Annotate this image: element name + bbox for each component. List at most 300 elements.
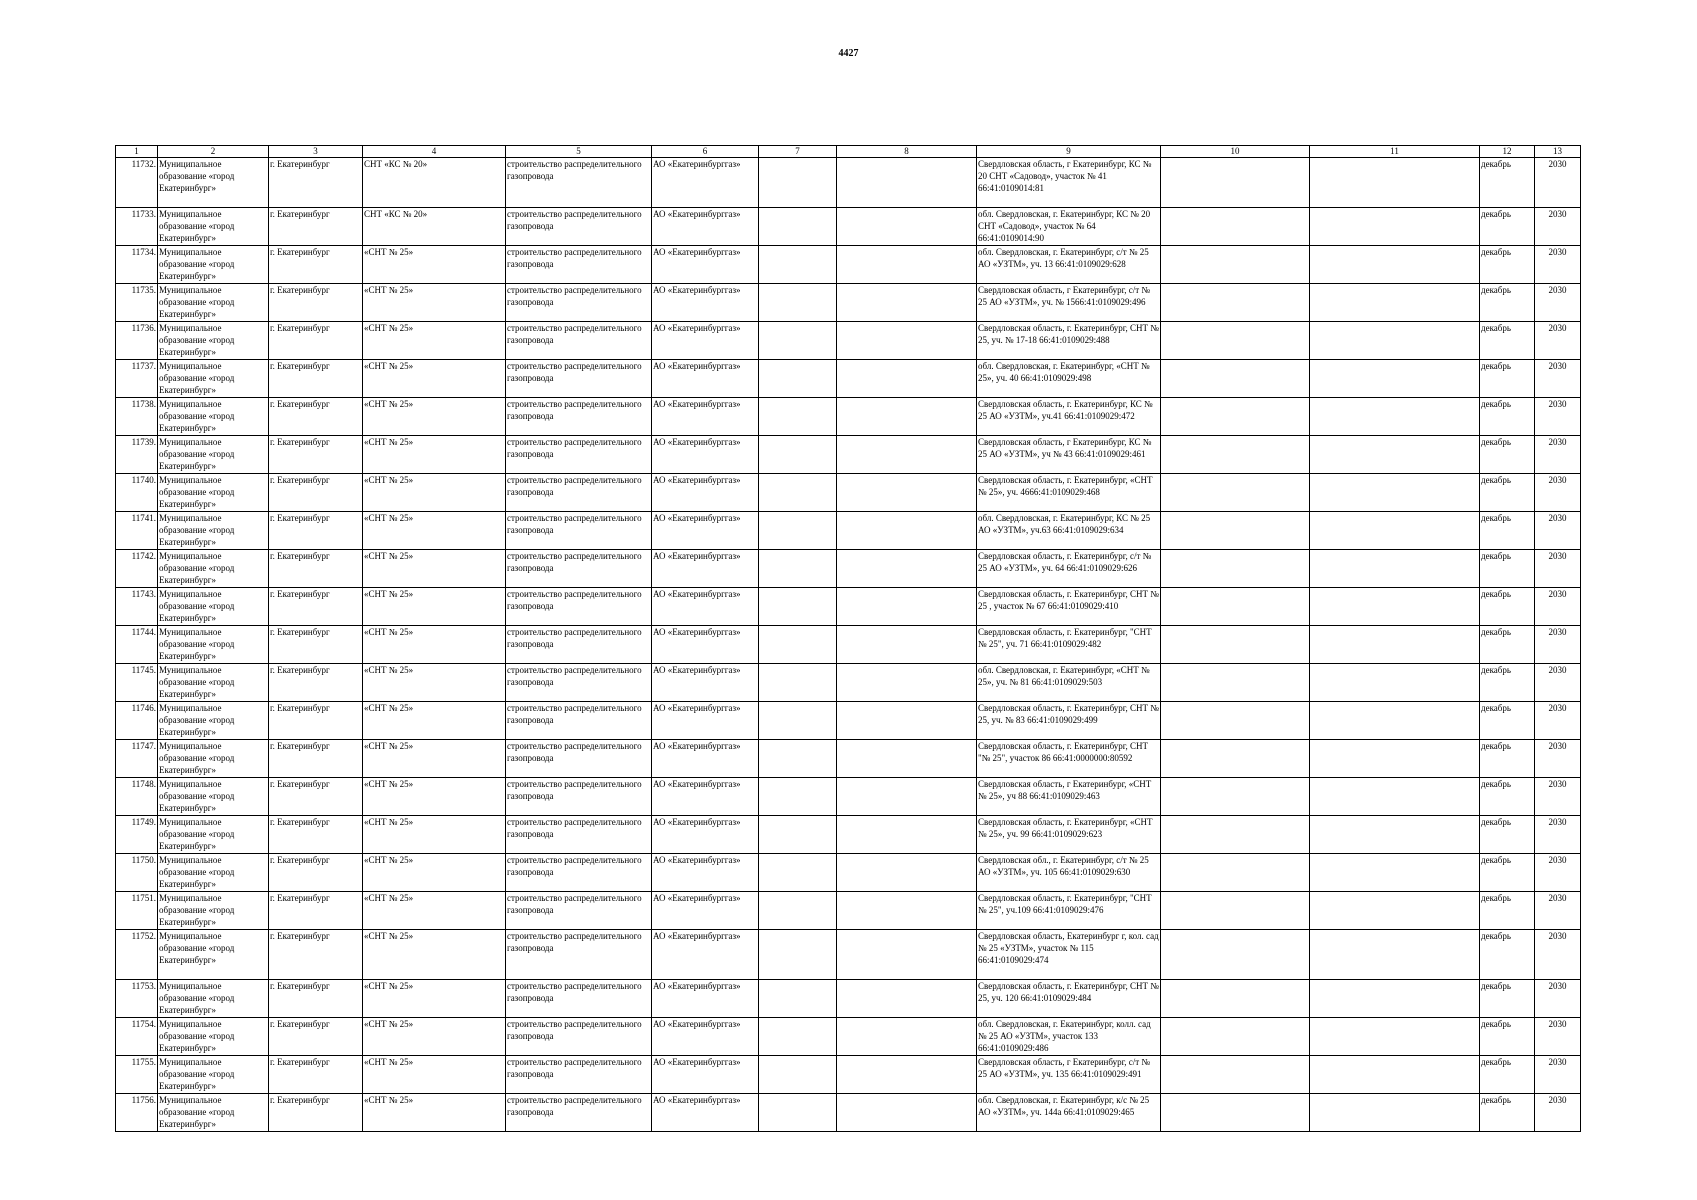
col10-cell	[1161, 512, 1310, 550]
city-cell: г. Екатеринбург	[269, 740, 363, 778]
year-cell: 2030	[1535, 512, 1581, 550]
city-cell: г. Екатеринбург	[269, 702, 363, 740]
col11-cell	[1310, 246, 1480, 284]
city-cell: г. Екатеринбург	[269, 474, 363, 512]
table-row	[116, 892, 1581, 930]
month-cell: декабрь	[1480, 930, 1535, 980]
address-cell: обл. Свердловская, г. Екатеринбург, «СНТ № 25», уч. № 81 66:41:0109029:503	[977, 664, 1161, 702]
col10-cell	[1161, 930, 1310, 980]
col10-cell	[1161, 398, 1310, 436]
col8-cell	[837, 816, 977, 854]
table-row	[116, 474, 1581, 512]
column-number-9: 9	[977, 146, 1161, 158]
month-cell: декабрь	[1480, 892, 1535, 930]
address-cell: Свердловская область, г. Екатеринбург, с/т № 25 АО «УЗТМ», уч. 64 66:41:0109029:626	[977, 550, 1161, 588]
address-cell: обл. Свердловская, г. Екатеринбург, «СНТ № 25», уч. 40 66:41:0109029:498	[977, 360, 1161, 398]
col11-cell	[1310, 664, 1480, 702]
col8-cell	[837, 778, 977, 816]
col8-cell	[837, 626, 977, 664]
row-number: 11737.	[116, 360, 158, 398]
municipality-cell: Муниципальное образование «город Екатеринбург»	[158, 284, 269, 322]
table-row	[116, 588, 1581, 626]
month-cell: декабрь	[1480, 512, 1535, 550]
address-cell: обл. Свердловская, г. Екатеринбург, к/с № 25 АО «УЗТМ», уч. 144а 66:41:0109029:465	[977, 1094, 1161, 1132]
row-number: 11751.	[116, 892, 158, 930]
column-number-8: 8	[837, 146, 977, 158]
snt-cell: «СНТ № 25»	[363, 778, 506, 816]
city-cell: г. Екатеринбург	[269, 930, 363, 980]
col7-cell	[759, 1056, 837, 1094]
organization-cell: АО «Екатеринбурггаз»	[652, 1094, 759, 1132]
table-row	[116, 512, 1581, 550]
row-number: 11735.	[116, 284, 158, 322]
col10-cell	[1161, 208, 1310, 246]
col11-cell	[1310, 322, 1480, 360]
month-cell: декабрь	[1480, 1018, 1535, 1056]
col11-cell	[1310, 1018, 1480, 1056]
municipality-cell: Муниципальное образование «город Екатеринбург»	[158, 1056, 269, 1094]
city-cell: г. Екатеринбург	[269, 360, 363, 398]
city-cell: г. Екатеринбург	[269, 854, 363, 892]
col11-cell	[1310, 284, 1480, 322]
municipality-cell: Муниципальное образование «город Екатеринбург»	[158, 474, 269, 512]
col7-cell	[759, 158, 837, 208]
organization-cell: АО «Екатеринбурггаз»	[652, 284, 759, 322]
month-cell: декабрь	[1480, 246, 1535, 284]
col8-cell	[837, 1056, 977, 1094]
address-cell: Свердловская область, г. Екатеринбург, "СНТ № 25", уч. 71 66:41:0109029:482	[977, 626, 1161, 664]
municipality-cell: Муниципальное образование «город Екатеринбург»	[158, 702, 269, 740]
column-number-2: 2	[158, 146, 269, 158]
col7-cell	[759, 588, 837, 626]
col7-cell	[759, 854, 837, 892]
column-number-10: 10	[1161, 146, 1310, 158]
col10-cell	[1161, 1056, 1310, 1094]
work-type-cell: строительство распределительного газопровода	[506, 588, 652, 626]
col7-cell	[759, 1018, 837, 1056]
col11-cell	[1310, 512, 1480, 550]
municipality-cell: Муниципальное образование «город Екатеринбург»	[158, 980, 269, 1018]
city-cell: г. Екатеринбург	[269, 512, 363, 550]
col7-cell	[759, 626, 837, 664]
address-cell: обл. Свердловская, г. Екатеринбург, КС № 20 СНТ «Садовод», участок № 64 66:41:0109014:90	[977, 208, 1161, 246]
col10-cell	[1161, 550, 1310, 588]
year-cell: 2030	[1535, 398, 1581, 436]
year-cell: 2030	[1535, 436, 1581, 474]
table-row	[116, 322, 1581, 360]
municipality-cell: Муниципальное образование «город Екатеринбург»	[158, 512, 269, 550]
table-row	[116, 398, 1581, 436]
col7-cell	[759, 740, 837, 778]
col11-cell	[1310, 436, 1480, 474]
year-cell: 2030	[1535, 778, 1581, 816]
snt-cell: «СНТ № 25»	[363, 1018, 506, 1056]
col10-cell	[1161, 246, 1310, 284]
municipality-cell: Муниципальное образование «город Екатеринбург»	[158, 740, 269, 778]
table-row	[116, 1094, 1581, 1132]
table-row	[116, 854, 1581, 892]
municipality-cell: Муниципальное образование «город Екатеринбург»	[158, 930, 269, 980]
snt-cell: СНТ «КС № 20»	[363, 158, 506, 208]
col8-cell	[837, 246, 977, 284]
organization-cell: АО «Екатеринбурггаз»	[652, 778, 759, 816]
organization-cell: АО «Екатеринбурггаз»	[652, 702, 759, 740]
col10-cell	[1161, 702, 1310, 740]
snt-cell: «СНТ № 25»	[363, 398, 506, 436]
table-row	[116, 1056, 1581, 1094]
table-row	[116, 626, 1581, 664]
month-cell: декабрь	[1480, 740, 1535, 778]
col10-cell	[1161, 360, 1310, 398]
col8-cell	[837, 322, 977, 360]
table-row	[116, 740, 1581, 778]
col7-cell	[759, 208, 837, 246]
year-cell: 2030	[1535, 550, 1581, 588]
organization-cell: АО «Екатеринбурггаз»	[652, 816, 759, 854]
col8-cell	[837, 398, 977, 436]
col8-cell	[837, 740, 977, 778]
year-cell: 2030	[1535, 702, 1581, 740]
col7-cell	[759, 512, 837, 550]
year-cell: 2030	[1535, 284, 1581, 322]
col11-cell	[1310, 892, 1480, 930]
municipality-cell: Муниципальное образование «город Екатеринбург»	[158, 892, 269, 930]
month-cell: декабрь	[1480, 588, 1535, 626]
municipality-cell: Муниципальное образование «город Екатеринбург»	[158, 360, 269, 398]
address-cell: Свердловская область, г Екатеринбург, КС № 20 СНТ «Садовод», участок № 41 66:41:0109014:81	[977, 158, 1161, 208]
year-cell: 2030	[1535, 474, 1581, 512]
organization-cell: АО «Екатеринбурггаз»	[652, 512, 759, 550]
col7-cell	[759, 322, 837, 360]
work-type-cell: строительство распределительного газопровода	[506, 702, 652, 740]
table-row	[116, 284, 1581, 322]
year-cell: 2030	[1535, 360, 1581, 398]
col10-cell	[1161, 588, 1310, 626]
year-cell: 2030	[1535, 980, 1581, 1018]
address-cell: Свердловская область, г. Екатеринбург, "СНТ № 25", уч.109 66:41:0109029:476	[977, 892, 1161, 930]
table-row	[116, 664, 1581, 702]
year-cell: 2030	[1535, 208, 1581, 246]
row-number: 11732.	[116, 158, 158, 208]
col8-cell	[837, 702, 977, 740]
col10-cell	[1161, 322, 1310, 360]
col11-cell	[1310, 816, 1480, 854]
year-cell: 2030	[1535, 626, 1581, 664]
snt-cell: «СНТ № 25»	[363, 360, 506, 398]
organization-cell: АО «Екатеринбурггаз»	[652, 208, 759, 246]
city-cell: г. Екатеринбург	[269, 208, 363, 246]
work-type-cell: строительство распределительного газопровода	[506, 360, 652, 398]
col7-cell	[759, 778, 837, 816]
snt-cell: «СНТ № 25»	[363, 892, 506, 930]
municipality-cell: Муниципальное образование «город Екатеринбург»	[158, 816, 269, 854]
column-number-6: 6	[652, 146, 759, 158]
row-number: 11752.	[116, 930, 158, 980]
work-type-cell: строительство распределительного газопровода	[506, 816, 652, 854]
col11-cell	[1310, 778, 1480, 816]
column-number-11: 11	[1310, 146, 1480, 158]
row-number: 11740.	[116, 474, 158, 512]
snt-cell: СНТ «КС № 20»	[363, 208, 506, 246]
column-number-12: 12	[1480, 146, 1535, 158]
municipality-cell: Муниципальное образование «город Екатеринбург»	[158, 1094, 269, 1132]
month-cell: декабрь	[1480, 322, 1535, 360]
column-number-13: 13	[1535, 146, 1581, 158]
year-cell: 2030	[1535, 740, 1581, 778]
column-number-1: 1	[116, 146, 158, 158]
work-type-cell: строительство распределительного газопровода	[506, 474, 652, 512]
city-cell: г. Екатеринбург	[269, 980, 363, 1018]
col11-cell	[1310, 1094, 1480, 1132]
work-type-cell: строительство распределительного газопровода	[506, 778, 652, 816]
row-number: 11733.	[116, 208, 158, 246]
snt-cell: «СНТ № 25»	[363, 550, 506, 588]
address-cell: Свердловская область, г. Екатеринбург, «СНТ № 25», уч. 99 66:41:0109029:623	[977, 816, 1161, 854]
work-type-cell: строительство распределительного газопровода	[506, 1018, 652, 1056]
organization-cell: АО «Екатеринбурггаз»	[652, 436, 759, 474]
row-number: 11743.	[116, 588, 158, 626]
work-type-cell: строительство распределительного газопровода	[506, 930, 652, 980]
year-cell: 2030	[1535, 588, 1581, 626]
work-type-cell: строительство распределительного газопровода	[506, 664, 652, 702]
snt-cell: «СНТ № 25»	[363, 436, 506, 474]
col8-cell	[837, 588, 977, 626]
col11-cell	[1310, 740, 1480, 778]
col11-cell	[1310, 854, 1480, 892]
table-row	[116, 980, 1581, 1018]
year-cell: 2030	[1535, 1056, 1581, 1094]
col10-cell	[1161, 474, 1310, 512]
column-number-5: 5	[506, 146, 652, 158]
work-type-cell: строительство распределительного газопровода	[506, 1056, 652, 1094]
col11-cell	[1310, 398, 1480, 436]
work-type-cell: строительство распределительного газопровода	[506, 208, 652, 246]
row-number: 11746.	[116, 702, 158, 740]
organization-cell: АО «Екатеринбурггаз»	[652, 1018, 759, 1056]
column-number-row	[116, 146, 1581, 158]
col11-cell	[1310, 930, 1480, 980]
col10-cell	[1161, 664, 1310, 702]
municipality-cell: Муниципальное образование «город Екатеринбург»	[158, 550, 269, 588]
city-cell: г. Екатеринбург	[269, 626, 363, 664]
col10-cell	[1161, 284, 1310, 322]
col11-cell	[1310, 474, 1480, 512]
address-cell: Свердловская область, г. Екатеринбург, СНТ "№ 25", участок 86 66:41:0000000:80592	[977, 740, 1161, 778]
row-number: 11738.	[116, 398, 158, 436]
city-cell: г. Екатеринбург	[269, 322, 363, 360]
work-type-cell: строительство распределительного газопровода	[506, 1094, 652, 1132]
year-cell: 2030	[1535, 322, 1581, 360]
month-cell: декабрь	[1480, 360, 1535, 398]
organization-cell: АО «Екатеринбурггаз»	[652, 550, 759, 588]
city-cell: г. Екатеринбург	[269, 398, 363, 436]
organization-cell: АО «Екатеринбурггаз»	[652, 588, 759, 626]
month-cell: декабрь	[1480, 664, 1535, 702]
year-cell: 2030	[1535, 1094, 1581, 1132]
snt-cell: «СНТ № 25»	[363, 512, 506, 550]
city-cell: г. Екатеринбург	[269, 246, 363, 284]
snt-cell: «СНТ № 25»	[363, 588, 506, 626]
organization-cell: АО «Екатеринбурггаз»	[652, 930, 759, 980]
month-cell: декабрь	[1480, 1094, 1535, 1132]
row-number: 11750.	[116, 854, 158, 892]
column-number-4: 4	[363, 146, 506, 158]
col7-cell	[759, 360, 837, 398]
table-row	[116, 158, 1581, 208]
col7-cell	[759, 816, 837, 854]
col10-cell	[1161, 778, 1310, 816]
row-number: 11756.	[116, 1094, 158, 1132]
data-table	[115, 145, 1581, 1132]
col8-cell	[837, 360, 977, 398]
row-number: 11744.	[116, 626, 158, 664]
work-type-cell: строительство распределительного газопровода	[506, 550, 652, 588]
address-cell: Свердловская область, г Екатеринбург, «СНТ № 25», уч 88 66:41:0109029:463	[977, 778, 1161, 816]
work-type-cell: строительство распределительного газопровода	[506, 512, 652, 550]
row-number: 11754.	[116, 1018, 158, 1056]
snt-cell: «СНТ № 25»	[363, 1094, 506, 1132]
row-number: 11748.	[116, 778, 158, 816]
row-number: 11734.	[116, 246, 158, 284]
col11-cell	[1310, 626, 1480, 664]
col7-cell	[759, 550, 837, 588]
work-type-cell: строительство распределительного газопровода	[506, 854, 652, 892]
col7-cell	[759, 1094, 837, 1132]
organization-cell: АО «Екатеринбурггаз»	[652, 892, 759, 930]
address-cell: Свердловская обл., г. Екатеринбург, с/т № 25 АО «УЗТМ», уч. 105 66:41:0109029:630	[977, 854, 1161, 892]
organization-cell: АО «Екатеринбурггаз»	[652, 740, 759, 778]
col7-cell	[759, 246, 837, 284]
month-cell: декабрь	[1480, 778, 1535, 816]
year-cell: 2030	[1535, 664, 1581, 702]
col10-cell	[1161, 980, 1310, 1018]
col8-cell	[837, 664, 977, 702]
year-cell: 2030	[1535, 854, 1581, 892]
address-cell: обл. Свердловская, г. Екатеринбург, колл. сад № 25 АО «УЗТМ», участок 133 66:41:0109029:486	[977, 1018, 1161, 1056]
col10-cell	[1161, 854, 1310, 892]
col11-cell	[1310, 550, 1480, 588]
year-cell: 2030	[1535, 892, 1581, 930]
address-cell: Свердловская область, г. Екатеринбург, СНТ № 25, уч. № 83 66:41:0109029:499	[977, 702, 1161, 740]
municipality-cell: Муниципальное образование «город Екатеринбург»	[158, 246, 269, 284]
col7-cell	[759, 702, 837, 740]
address-cell: Свердловская область, г Екатеринбург, с/т № 25 АО «УЗТМ», уч. 135 66:41:0109029:491	[977, 1056, 1161, 1094]
organization-cell: АО «Екатеринбурггаз»	[652, 158, 759, 208]
snt-cell: «СНТ № 25»	[363, 702, 506, 740]
city-cell: г. Екатеринбург	[269, 892, 363, 930]
work-type-cell: строительство распределительного газопровода	[506, 284, 652, 322]
month-cell: декабрь	[1480, 284, 1535, 322]
year-cell: 2030	[1535, 1018, 1581, 1056]
address-cell: Свердловская область, г. Екатеринбург, СНТ № 25, уч. № 17-18 66:41:0109029:488	[977, 322, 1161, 360]
municipality-cell: Муниципальное образование «город Екатеринбург»	[158, 322, 269, 360]
municipality-cell: Муниципальное образование «город Екатеринбург»	[158, 158, 269, 208]
address-cell: Свердловская область, г. Екатеринбург, СНТ № 25, уч. 120 66:41:0109029:484	[977, 980, 1161, 1018]
snt-cell: «СНТ № 25»	[363, 980, 506, 1018]
municipality-cell: Муниципальное образование «город Екатеринбург»	[158, 664, 269, 702]
organization-cell: АО «Екатеринбурггаз»	[652, 398, 759, 436]
city-cell: г. Екатеринбург	[269, 778, 363, 816]
row-number: 11742.	[116, 550, 158, 588]
snt-cell: «СНТ № 25»	[363, 284, 506, 322]
table-row	[116, 778, 1581, 816]
table-row	[116, 702, 1581, 740]
municipality-cell: Муниципальное образование «город Екатеринбург»	[158, 854, 269, 892]
col8-cell	[837, 1094, 977, 1132]
table-row	[116, 246, 1581, 284]
col8-cell	[837, 1018, 977, 1056]
municipality-cell: Муниципальное образование «город Екатеринбург»	[158, 1018, 269, 1056]
municipality-cell: Муниципальное образование «город Екатеринбург»	[158, 778, 269, 816]
snt-cell: «СНТ № 25»	[363, 664, 506, 702]
year-cell: 2030	[1535, 158, 1581, 208]
organization-cell: АО «Екатеринбурггаз»	[652, 1056, 759, 1094]
month-cell: декабрь	[1480, 158, 1535, 208]
snt-cell: «СНТ № 25»	[363, 474, 506, 512]
col7-cell	[759, 980, 837, 1018]
snt-cell: «СНТ № 25»	[363, 1056, 506, 1094]
col10-cell	[1161, 158, 1310, 208]
col7-cell	[759, 930, 837, 980]
row-number: 11745.	[116, 664, 158, 702]
city-cell: г. Екатеринбург	[269, 158, 363, 208]
row-number: 11755.	[116, 1056, 158, 1094]
municipality-cell: Муниципальное образование «город Екатеринбург»	[158, 208, 269, 246]
municipality-cell: Муниципальное образование «город Екатеринбург»	[158, 436, 269, 474]
col11-cell	[1310, 360, 1480, 398]
col11-cell	[1310, 702, 1480, 740]
work-type-cell: строительство распределительного газопровода	[506, 980, 652, 1018]
year-cell: 2030	[1535, 816, 1581, 854]
work-type-cell: строительство распределительного газопровода	[506, 626, 652, 664]
address-cell: Свердловская область, г Екатеринбург, КС № 25 АО «УЗТМ», уч № 43 66:41:0109029:461	[977, 436, 1161, 474]
table-row	[116, 1018, 1581, 1056]
work-type-cell: строительство распределительного газопровода	[506, 740, 652, 778]
work-type-cell: строительство распределительного газопровода	[506, 246, 652, 284]
work-type-cell: строительство распределительного газопровода	[506, 892, 652, 930]
snt-cell: «СНТ № 25»	[363, 322, 506, 360]
organization-cell: АО «Екатеринбурггаз»	[652, 322, 759, 360]
col10-cell	[1161, 436, 1310, 474]
month-cell: декабрь	[1480, 854, 1535, 892]
col8-cell	[837, 930, 977, 980]
organization-cell: АО «Екатеринбурггаз»	[652, 980, 759, 1018]
page-number: 4427	[838, 48, 859, 59]
col11-cell	[1310, 1056, 1480, 1094]
work-type-cell: строительство распределительного газопровода	[506, 158, 652, 208]
table-body	[116, 158, 1581, 1132]
col8-cell	[837, 512, 977, 550]
col8-cell	[837, 892, 977, 930]
organization-cell: АО «Екатеринбурггаз»	[652, 360, 759, 398]
month-cell: декабрь	[1480, 980, 1535, 1018]
organization-cell: АО «Екатеринбурггаз»	[652, 854, 759, 892]
organization-cell: АО «Екатеринбурггаз»	[652, 664, 759, 702]
col10-cell	[1161, 816, 1310, 854]
col10-cell	[1161, 1018, 1310, 1056]
work-type-cell: строительство распределительного газопровода	[506, 398, 652, 436]
snt-cell: «СНТ № 25»	[363, 740, 506, 778]
address-cell: Свердловская область, Екатеринбург г, кол. сад № 25 «УЗТМ», участок № 115 66:41:0109029:474	[977, 930, 1161, 980]
year-cell: 2030	[1535, 930, 1581, 980]
col7-cell	[759, 436, 837, 474]
city-cell: г. Екатеринбург	[269, 1094, 363, 1132]
col8-cell	[837, 550, 977, 588]
snt-cell: «СНТ № 25»	[363, 930, 506, 980]
col11-cell	[1310, 158, 1480, 208]
organization-cell: АО «Екатеринбурггаз»	[652, 246, 759, 284]
address-cell: Свердловская область, г Екатеринбург, с/т № 25 АО «УЗТМ», уч. № 1566:41:0109029:496	[977, 284, 1161, 322]
